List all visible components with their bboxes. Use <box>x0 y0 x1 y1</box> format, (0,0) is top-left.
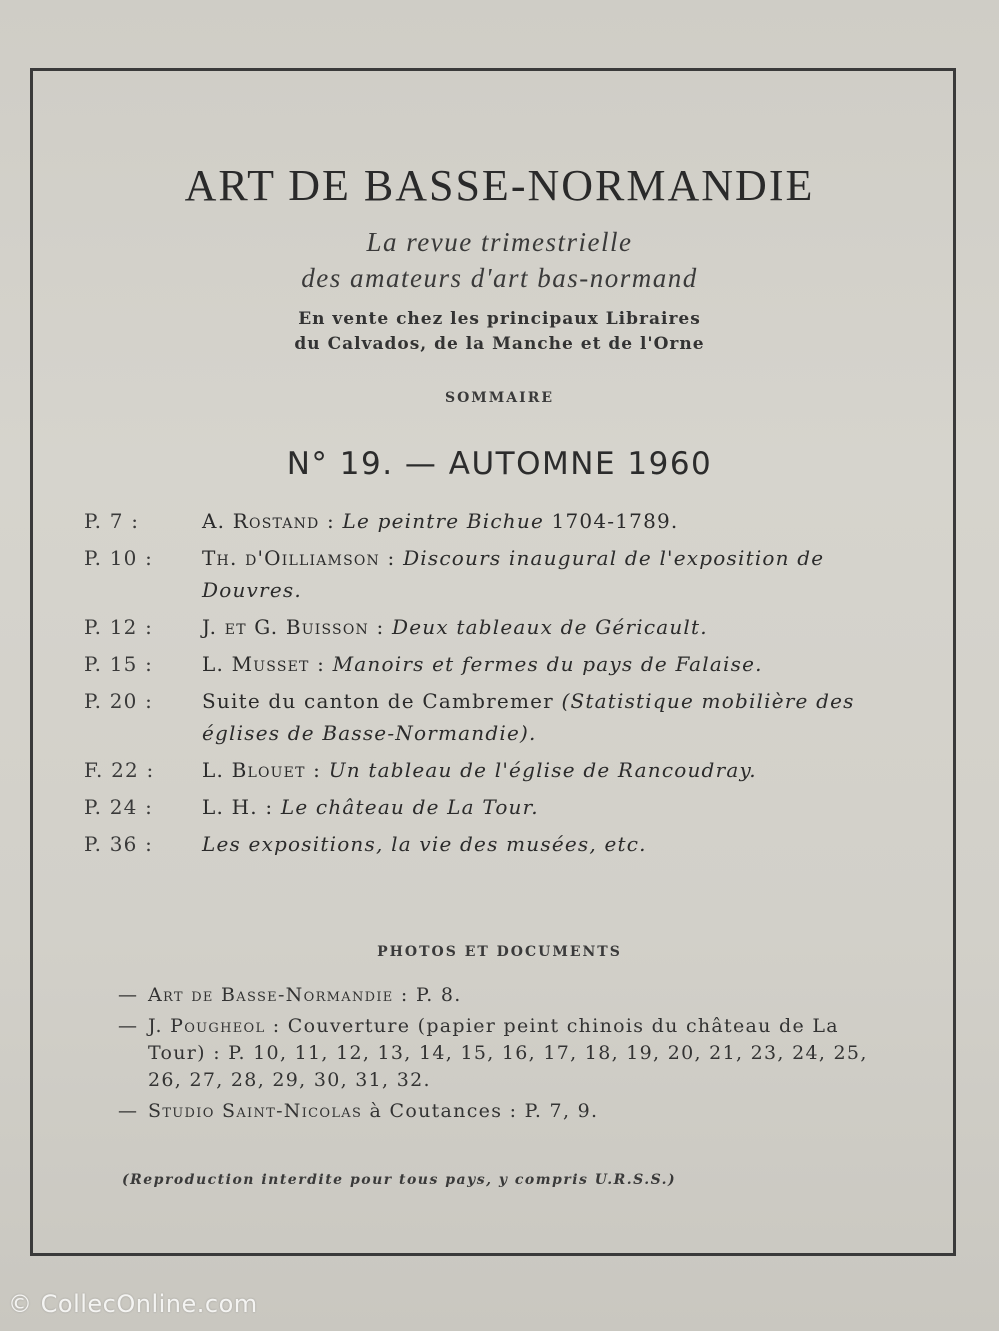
credit-text: à Coutances : P. 7, 9. <box>362 1100 599 1122</box>
credit-dash: — <box>118 984 139 1006</box>
credit-dash: — <box>118 1100 139 1122</box>
reproduction-notice: (Reproduction interdite pour tous pays, y compris U.R.S.S.) <box>122 1172 677 1188</box>
toc-author: L. H. : <box>202 795 274 819</box>
toc-entry <box>84 648 914 680</box>
credit-text: : P. 8. <box>393 984 462 1006</box>
toc-entry <box>84 754 914 786</box>
credit-name: Studio Saint-Nicolas <box>148 1100 363 1122</box>
toc-work: Manoirs et fermes du pays de Falaise. <box>332 652 763 676</box>
toc-page: P. 20 : <box>84 689 154 713</box>
toc-page: P. 15 : <box>84 652 154 676</box>
toc-author: L. Blouet : <box>202 758 322 782</box>
toc-entry <box>84 505 914 537</box>
toc-work: (Statistique mobilière des églises de Basse-Normandie). <box>202 689 855 745</box>
photos-heading: PHOTOS ET DOCUMENTS <box>377 944 622 960</box>
toc-entry <box>84 542 914 606</box>
toc-page: P. 12 : <box>84 615 154 639</box>
credit-dash: — <box>118 1015 139 1037</box>
toc-author: Suite du canton de Cambremer <box>202 689 554 713</box>
watermark: © CollecOnline.com <box>8 1290 258 1318</box>
toc-work: Discours inaugural de l'exposition de Douvres. <box>202 546 825 602</box>
sale-info-line-1: En vente chez les principaux Libraires <box>298 309 701 329</box>
credit-name: Art de Basse-Normandie <box>148 984 394 1006</box>
credit-name: J. Pougheol <box>148 1015 266 1037</box>
toc-page: P. 36 : <box>84 832 154 856</box>
toc-entry <box>84 791 914 823</box>
toc-work: Deux tableaux de Géricault. <box>392 615 708 639</box>
issue-number: N° 19. — AUTOMNE 1960 <box>286 446 713 482</box>
toc-work: Les expositions, la vie des musées, etc. <box>202 832 647 856</box>
toc-author: Th. d'Oilliamson : <box>202 546 396 570</box>
toc-page: P. 24 : <box>84 795 154 819</box>
toc-entry <box>84 828 914 860</box>
toc-author: L. Musset : <box>202 652 326 676</box>
toc-extra: 1704-1789. <box>544 509 679 533</box>
toc-entry <box>84 685 914 749</box>
credit-text: : Couverture (papier peint chinois du château de La Tour) : P. 10, 11, 12, 13, 14, 15, 16, 17, 18, 19, 20, 21, 23, 24, 25, 26, 27, 28, 29, 30, 31, 32. <box>148 1015 868 1091</box>
subtitle-line-2: des amateurs d'art bas-normand <box>301 263 698 293</box>
toc-work: Un tableau de l'église de Rancoudray. <box>328 758 757 782</box>
credit-item <box>118 1013 898 1094</box>
table-of-contents <box>84 505 914 865</box>
toc-page: F. 22 : <box>84 758 155 782</box>
sale-info-line-2: du Calvados, de la Manche et de l'Orne <box>294 334 705 354</box>
sommaire-heading: SOMMAIRE <box>444 390 555 406</box>
toc-author: A. Rostand : <box>202 509 335 533</box>
credit-item <box>118 982 898 1009</box>
subtitle-line-1: La revue trimestrielle <box>366 227 633 257</box>
toc-entry <box>84 611 914 643</box>
toc-author: J. et G. Buisson : <box>202 615 385 639</box>
toc-work: Le château de La Tour. <box>280 795 539 819</box>
toc-work: Le peintre Bichue <box>342 509 544 533</box>
magazine-title: ART DE BASSE-NORMANDIE <box>184 161 815 210</box>
credit-item <box>118 1098 898 1125</box>
photo-credits <box>118 982 898 1129</box>
toc-page: P. 7 : <box>84 509 140 533</box>
toc-page: P. 10 : <box>84 546 154 570</box>
